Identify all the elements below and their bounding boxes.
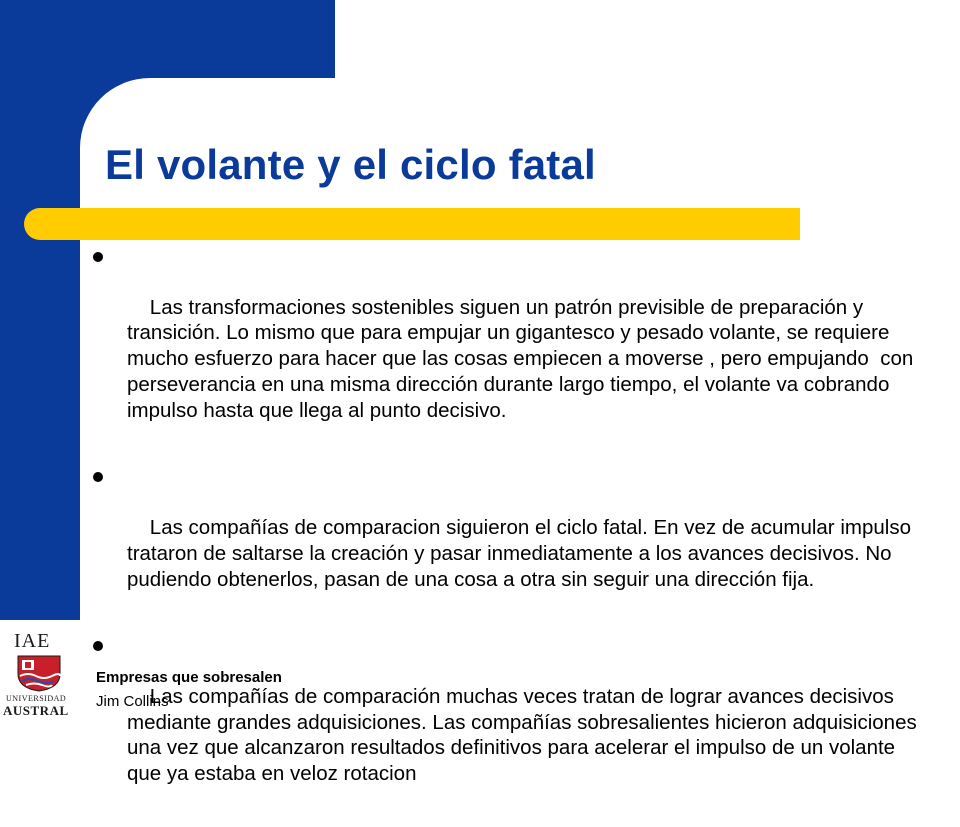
bullet-text: Las transformaciones sostenibles siguen un patrón previsible de preparación y transición. Lo mismo que para empujar un gigantesco y pesado volante, se requiere mucho esfuerzo para hacer que las cosas empiecen a moverse , pero empujando con perseverancia en una misma dirección durante largo tiempo, el volante va cobrando impulso hasta que llega al punto decisivo. xyxy=(127,295,919,422)
footer-author: Jim Collins xyxy=(96,693,169,710)
bullet-item xyxy=(93,463,933,618)
logo-iae-text: IAE xyxy=(14,630,51,652)
bullet-text: Las compañías de comparación muchas veces tratan de lograr avances decisivos mediante grandes adquisiciones. Las compañías sobresalientes hicieron adquisiciones una vez que alcanzaron resultados definitivos para acelerar el impulso de un volante que ya estaba en veloz rotacion xyxy=(127,684,923,786)
bullet-dot-icon xyxy=(93,641,103,651)
bullet-text: Las compañías de comparacion siguieron el ciclo fatal. En vez de acumular impulso trataron de saltarse la creación y pasar inmediatamente a los avances decisivos. No pudiendo obtenerlos, pasan de una cosa a otra sin seguir una dirección fija. xyxy=(127,515,917,591)
bullet-item xyxy=(93,632,933,813)
slide-title: El volante y el ciclo fatal xyxy=(105,141,596,188)
bullet-list xyxy=(93,243,933,827)
university-logo xyxy=(0,620,80,720)
bullet-dot-icon xyxy=(93,252,103,262)
logo-university-text: UNIVERSIDAD xyxy=(6,694,67,703)
shield-icon xyxy=(16,654,62,692)
logo-austral-text: AUSTRAL xyxy=(3,703,69,718)
footer-book-title: Empresas que sobresalen xyxy=(96,669,282,686)
bullet-dot-icon xyxy=(93,472,103,482)
bullet-item xyxy=(93,243,933,449)
title-underline-bar xyxy=(24,208,800,240)
